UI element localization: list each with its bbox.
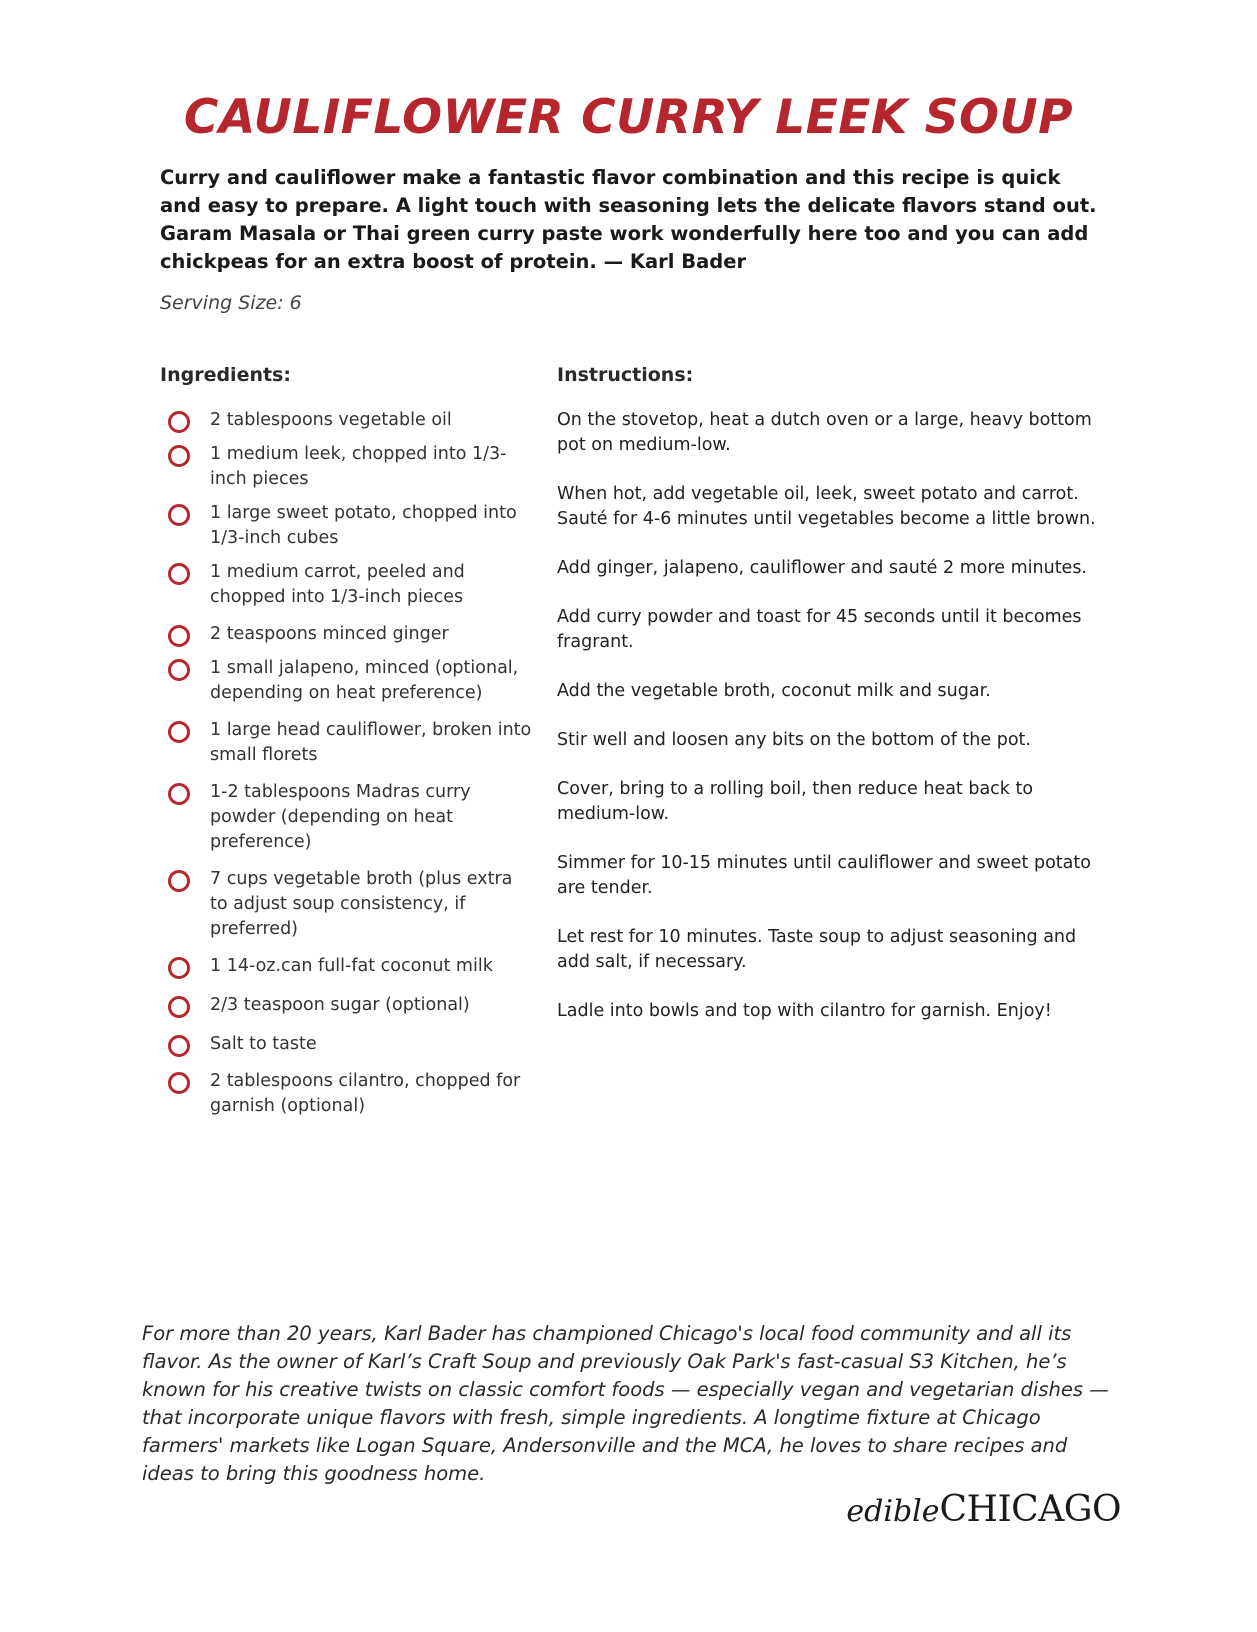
ingredient-item bbox=[165, 954, 535, 979]
checkbox-circle-icon[interactable] bbox=[168, 1035, 190, 1057]
checkbox-circle-icon[interactable] bbox=[168, 659, 190, 681]
logo-chicago-text: CHICAGO bbox=[939, 1489, 1121, 1530]
instruction-step: Add ginger, jalapeno, cauliflower and sauté 2 more minutes. bbox=[557, 558, 1087, 578]
instruction-step: When hot, add vegetable oil, leek, sweet potato and carrot. Sauté for 4-6 minutes until vegetables become a little brown. bbox=[557, 484, 1096, 529]
checkbox-circle-icon[interactable] bbox=[168, 996, 190, 1018]
instruction-step: On the stovetop, heat a dutch oven or a large, heavy bottom pot on medium-low. bbox=[557, 410, 1092, 455]
instruction-step: Ladle into bowls and top with cilantro for garnish. Enjoy! bbox=[557, 1001, 1052, 1021]
instruction-step: Stir well and loosen any bits on the bottom of the pot. bbox=[557, 730, 1031, 750]
recipe-intro: Curry and cauliflower make a fantastic flavor combination and this recipe is quick and easy to prepare. A light touch with seasoning lets the delicate flavors stand out. Garam Masala or Thai green curry paste work wonderfully here too and you can add chickpeas for an extra boost of protein. — Karl Bader bbox=[160, 166, 1097, 273]
ingredient-text: 2 tablespoons cilantro, chopped for garnish (optional) bbox=[210, 1071, 521, 1116]
checkbox-circle-icon[interactable] bbox=[168, 1072, 190, 1094]
ingredient-text: 1 large sweet potato, chopped into 1/3-inch cubes bbox=[210, 503, 517, 548]
recipe-title: CAULIFLOWER CURRY LEEK SOUP bbox=[183, 90, 1074, 145]
checkbox-circle-icon[interactable] bbox=[168, 783, 190, 805]
ingredient-text: 1 14-oz.can full-fat coconut milk bbox=[210, 956, 493, 976]
ingredient-text: 1 medium leek, chopped into 1/3-inch pieces bbox=[210, 444, 507, 489]
ingredient-item bbox=[165, 780, 535, 855]
instruction-step: Add curry powder and toast for 45 seconds until it becomes fragrant. bbox=[557, 607, 1082, 652]
logo-edible-text: edible bbox=[846, 1494, 940, 1529]
edible-chicago-logo bbox=[846, 1490, 1121, 1536]
instruction-step: Let rest for 10 minutes. Taste soup to adjust seasoning and add salt, if necessary. bbox=[557, 927, 1077, 972]
ingredient-text: 1 medium carrot, peeled and chopped into 1/3-inch pieces bbox=[210, 562, 465, 607]
ingredient-item bbox=[165, 1069, 535, 1119]
checkbox-circle-icon[interactable] bbox=[168, 411, 190, 433]
instruction-step: Add the vegetable broth, coconut milk and sugar. bbox=[557, 681, 991, 701]
ingredient-item bbox=[165, 656, 535, 706]
author-bio: For more than 20 years, Karl Bader has championed Chicago's local food community and all its flavor. As the owner of Karl’s Craft Soup and previously Oak Park's fast-casual S3 Kitchen, he’s known for his creative twists on classic comfort foods — especially vegan and vegetarian dishes — that incorporate unique flavors with fresh, simple ingredients. A longtime fixture at Chicago farmers' markets like Logan Square, Andersonville and the MCA, he loves to share recipes and ideas to bring this goodness home. bbox=[142, 1322, 1109, 1485]
ingredient-item bbox=[165, 501, 535, 551]
ingredient-text: 1 small jalapeno, minced (optional, depending on heat preference) bbox=[210, 658, 519, 703]
ingredient-text: 2 teaspoons minced ginger bbox=[210, 624, 449, 644]
ingredient-text: 2/3 teaspoon sugar (optional) bbox=[210, 995, 470, 1015]
checkbox-circle-icon[interactable] bbox=[168, 504, 190, 526]
ingredient-text: 1-2 tablespoons Madras curry powder (depending on heat preference) bbox=[210, 782, 471, 852]
ingredient-item bbox=[165, 560, 535, 610]
checkbox-circle-icon[interactable] bbox=[168, 721, 190, 743]
ingredients-heading: Ingredients: bbox=[160, 364, 291, 386]
checkbox-circle-icon[interactable] bbox=[168, 957, 190, 979]
checkbox-circle-icon[interactable] bbox=[168, 563, 190, 585]
ingredient-item bbox=[165, 993, 535, 1018]
ingredient-text: 2 tablespoons vegetable oil bbox=[210, 410, 452, 430]
serving-size: Serving Size: 6 bbox=[160, 292, 302, 314]
ingredient-item bbox=[165, 867, 535, 942]
checkbox-circle-icon[interactable] bbox=[168, 870, 190, 892]
ingredient-text: 7 cups vegetable broth (plus extra to adjust soup consistency, if preferred) bbox=[210, 869, 513, 939]
ingredient-item bbox=[165, 718, 535, 768]
checkbox-circle-icon[interactable] bbox=[168, 625, 190, 647]
ingredient-item bbox=[165, 622, 535, 647]
ingredient-text: Salt to taste bbox=[210, 1034, 317, 1054]
instructions-heading: Instructions: bbox=[557, 364, 694, 386]
ingredient-item bbox=[165, 442, 535, 492]
ingredient-text: 1 large head cauliflower, broken into small florets bbox=[210, 720, 532, 765]
ingredient-list bbox=[165, 408, 535, 1119]
instruction-list bbox=[557, 408, 1097, 1048]
instruction-step: Cover, bring to a rolling boil, then reduce heat back to medium-low. bbox=[557, 779, 1034, 824]
checkbox-circle-icon[interactable] bbox=[168, 445, 190, 467]
ingredient-item bbox=[165, 1032, 535, 1057]
ingredient-item bbox=[165, 408, 535, 433]
instruction-step: Simmer for 10-15 minutes until cauliflower and sweet potato are tender. bbox=[557, 853, 1091, 898]
